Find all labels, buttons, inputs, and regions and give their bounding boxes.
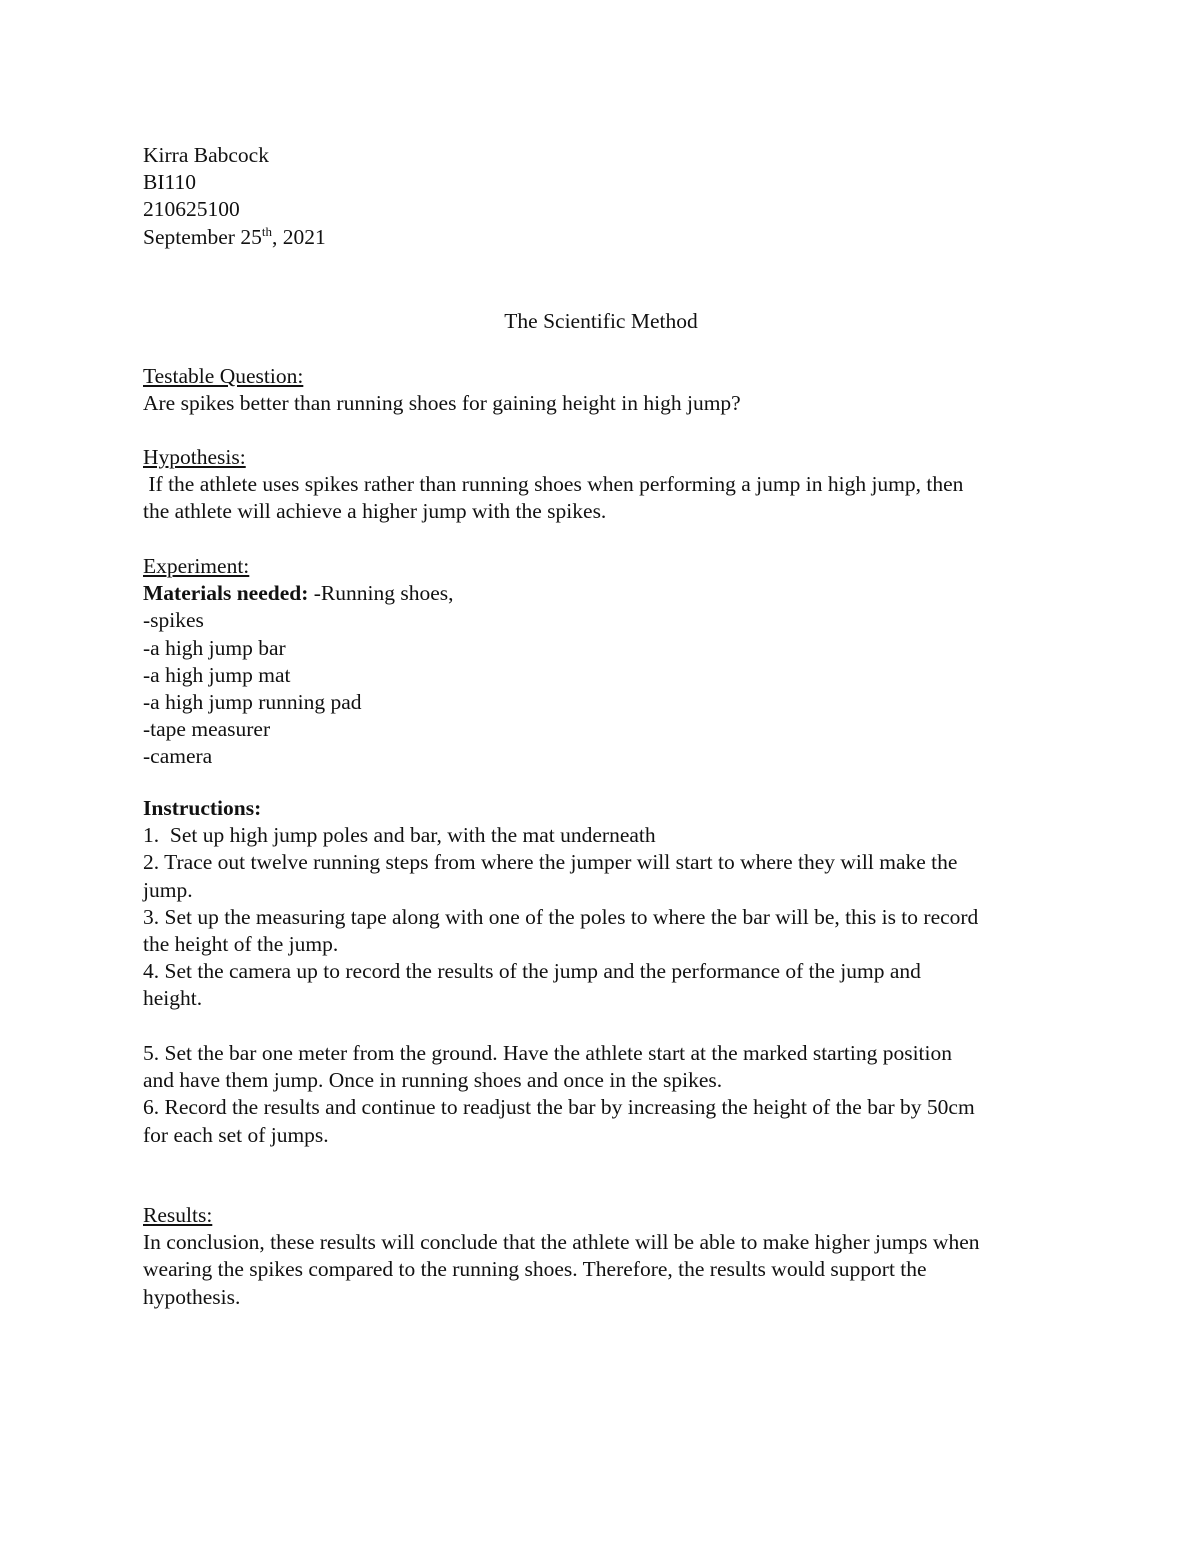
results-section — [143, 1202, 1073, 1311]
instruction-step-4-line-2: height. — [143, 986, 203, 1011]
testable-question-heading: Testable Question: — [143, 364, 304, 388]
material-item: -a high jump mat — [143, 662, 291, 687]
date-ordinal: th — [261, 223, 272, 239]
instruction-step-2-line-2: jump. — [143, 877, 193, 902]
instruction-step-1: 1. Set up high jump poles and bar, with the mat underneath — [143, 823, 656, 848]
results-line-2: wearing the spikes compared to the running shoes. Therefore, the results would support the — [143, 1257, 927, 1282]
material-item: -a high jump running pad — [143, 690, 362, 715]
date-day: September 25 — [143, 224, 262, 249]
material-item: -a high jump bar — [143, 635, 286, 660]
instruction-step-3-line-2: the height of the jump. — [143, 932, 339, 957]
testable-question-text: Are spikes better than running shoes for gaining height in high jump? — [143, 391, 741, 416]
materials-label: Materials needed: — [143, 581, 309, 606]
testable-question-section — [143, 363, 1073, 417]
instructions-heading: Instructions: — [143, 796, 262, 820]
material-item: -spikes — [143, 608, 204, 633]
student-id: 210625100 — [143, 197, 240, 222]
date-year: , 2021 — [271, 224, 326, 249]
instruction-step-5-line-1: 5. Set the bar one meter from the ground. Have the athlete start at the marked starting position — [143, 1041, 952, 1065]
instruction-step-6-line-1: 6. Record the results and continue to readjust the bar by increasing the height of the bar by 50cm — [143, 1095, 975, 1120]
author-name: Kirra Babcock — [143, 143, 269, 167]
results-line-1: In conclusion, these results will conclude that the athlete will be able to make higher jumps when — [143, 1230, 980, 1255]
hypothesis-line-2: the athlete will achieve a higher jump with the spikes. — [143, 499, 607, 524]
materials-first-item: -Running shoes, — [308, 581, 454, 606]
material-item: -camera — [143, 744, 213, 769]
instruction-step-5-line-2: and have them jump. Once in running shoes and once in the spikes. — [143, 1068, 723, 1093]
material-item: -tape measurer — [143, 717, 271, 742]
hypothesis-heading: Hypothesis: — [143, 445, 246, 469]
instruction-step-6-line-2: for each set of jumps. — [143, 1122, 329, 1147]
header-block — [143, 142, 1073, 251]
materials-line — [143, 580, 1073, 607]
results-line-3: hypothesis. — [143, 1284, 241, 1309]
instruction-step-4-line-1: 4. Set the camera up to record the results of the jump and the performance of the jump and — [143, 959, 921, 984]
date — [143, 224, 1073, 251]
hypothesis-line-1: If the athlete uses spikes rather than running shoes when performing a jump in high jump, then — [143, 472, 964, 497]
experiment-section — [143, 553, 1073, 771]
instructions-section — [143, 795, 1073, 1013]
instruction-step-3-line-1: 3. Set up the measuring tape along with one of the poles to where the bar will be, this is to record — [143, 904, 979, 929]
results-heading: Results: — [143, 1203, 213, 1227]
experiment-heading: Experiment: — [143, 554, 250, 578]
instructions-continued — [143, 1040, 1073, 1149]
document-title: The Scientific Method — [504, 309, 698, 333]
instruction-step-2-line-1: 2. Trace out twelve running steps from where the jumper will start to where they will make the — [143, 850, 958, 875]
course-code: BI110 — [143, 170, 196, 195]
hypothesis-section — [143, 444, 1073, 526]
